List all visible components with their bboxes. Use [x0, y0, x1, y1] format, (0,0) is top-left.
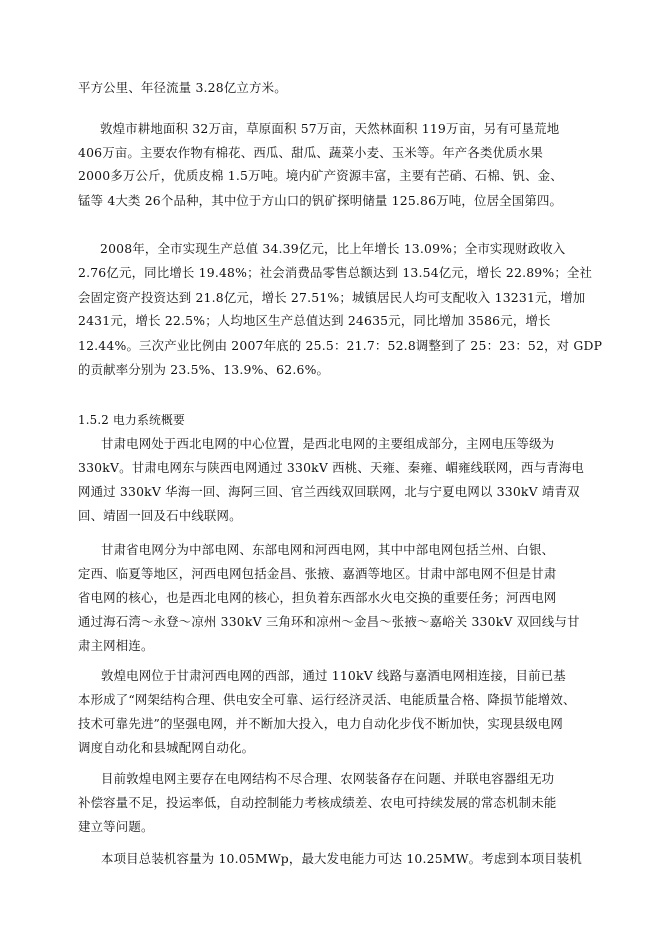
text-line: 的贡献率分别为 23.5%、13.9%、62.6%。 — [78, 362, 330, 377]
text-line: 2431元，增长 22.5%；人均地区生产总值达到 24635元，同比增加 3586元，增长 — [78, 313, 551, 328]
text-line: 2.76亿元，同比增长 19.48%；社会消费品零售总额达到 13.54亿元，增长 22.89%；全社 — [78, 265, 593, 280]
text-line: 定西、临夏等地区，河西电网包括金昌、张掖、嘉酒等地区。甘肃中部电网不但是甘肃 — [78, 566, 557, 581]
text-line: 敦煌电网位于甘肃河西电网的西部，通过 110kV 线路与嘉酒电网相连接，目前已基 — [101, 668, 566, 683]
text-line: 会固定资产投资达到 21.8亿元，增长 27.51%；城镇居民人均可支配收入 13231元，增加 — [78, 290, 586, 305]
text-line: 406万亩。主要农作物有棉花、西瓜、甜瓜、蔬菜小麦、玉米等。年产各类优质水果 — [78, 145, 543, 160]
text-line: 调度自动化和县城配网自动化。 — [78, 740, 255, 755]
text-line: 网通过 330kV 华海一回、海阿三回、官兰西线双回联网，北与宁夏电网以 330kV 靖青双 — [78, 484, 580, 499]
section-heading: 1.5.2 电力系统概要 — [78, 413, 185, 427]
text-line: 敦煌市耕地面积 32万亩，草原面积 57万亩，天然林面积 119万亩，另有可垦荒地 — [100, 121, 560, 136]
text-line: 通过海石湾～永登～凉州 330kV 三角环和凉州～金昌～张掖～嘉峪关 330kV 双回线与甘 — [78, 614, 580, 629]
text-line: 肃主网相连。 — [78, 638, 154, 653]
text-line: 2008年，全市实现生产总值 34.39亿元，比上年增长 13.09%；全市实现财政收入 — [100, 241, 566, 256]
text-line: 本项目总装机容量为 10.05MWp，最大发电能力可达 10.25MW。考虑到本项目装机 — [101, 851, 582, 866]
text-line: 补偿容量不足，投运率低，自动控制能力考核成绩差、农电可持续发展的常态机制未能 — [78, 795, 557, 810]
text-line: 12.44%。三次产业比例由 2007年底的 25.5：21.7：52.8调整到了 25：23：52，对 GDP — [78, 338, 603, 353]
text-line: 330kV。甘肃电网东与陕西电网通过 330kV 西桃、天雍、秦雍、嵋雍线联网，西与青海电 — [78, 460, 584, 475]
text-line: 回、靖固一回及石中线联网。 — [78, 508, 242, 523]
text-line: 甘肃电网处于西北电网的中心位置，是西北电网的主要组成部分，主网电压等级为 — [101, 436, 555, 451]
text-line: 技术可靠先进”的坚强电网，并不断加大投入，电力自动化步伐不断加快，实现县级电网 — [78, 716, 563, 731]
text-line: 锰等 4大类 26个品种，其中位于方山口的钒矿探明储量 125.86万吨，位居全国第四。 — [78, 193, 563, 208]
text-line: 2000多万公斤，优质皮棉 1.5万吨。境内矿产资源丰富，主要有芒硝、石棉、钒、金、 — [78, 168, 563, 183]
text-line: 建立等问题。 — [78, 819, 154, 834]
text-line: 平方公里、年径流量 3.28亿立方米。 — [78, 80, 287, 95]
text-line: 本形成了“网架结构合理、供电安全可靠、运行经济灵活、电能质量合格、降损节能增效、 — [78, 692, 576, 707]
text-line: 甘肃省电网分为中部电网、东部电网和河西电网，其中中部电网包括兰州、白银、 — [101, 542, 555, 557]
text-line: 目前敦煌电网主要存在电网结构不尽合理、农网装备存在问题、并联电容器组无功 — [101, 771, 555, 786]
text-line: 省电网的核心，也是西北电网的核心，担负着东西部水火电交换的重要任务；河西电网 — [78, 590, 557, 605]
